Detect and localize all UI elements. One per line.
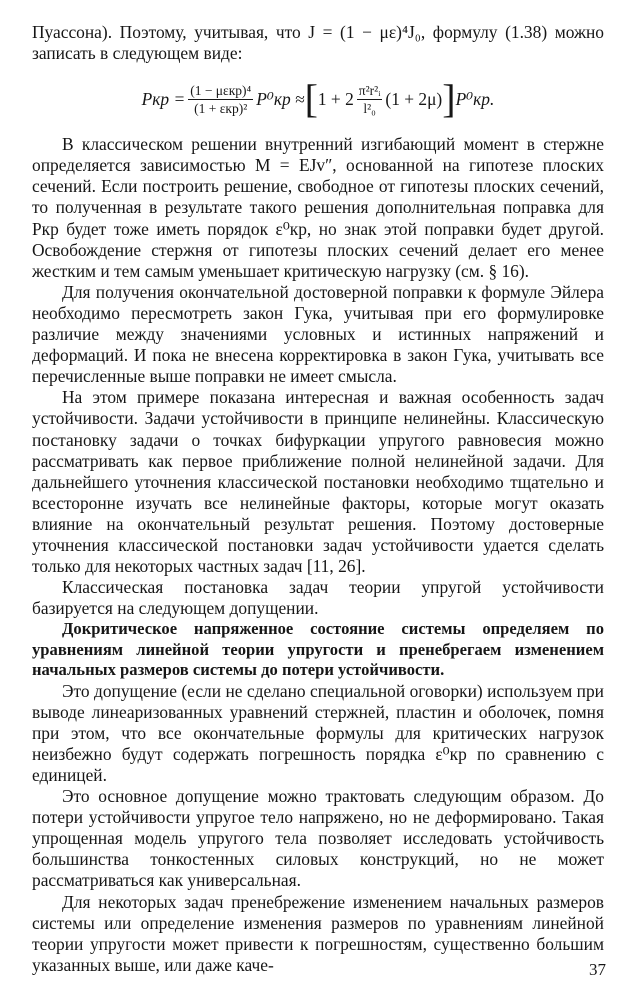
paragraph-assumption-bold: Докритическое напряженное состояние системы определяем по уравнениям линейной теории упругости и пренебрегаем изменением начальных размеров системы до потери устойчивости. <box>32 619 604 680</box>
formula-one-plus-two: 1 + 2 <box>317 88 354 109</box>
formula-fraction-denominator: (1 + εкр)² <box>194 100 248 116</box>
formula-rhs: P⁰кр. <box>455 88 495 109</box>
paragraph-classical-solution: В классическом решении внутренний изгибающий момент в стержне определяется зависимостью M = EJv″, основанной на гипотезе плоских сечений. Если построить решение, свободное от гипотезы плоских сечений, то полученная в результате такого решения дополнительная поправка для Pкр будет тоже иметь порядок ε⁰кр, но знак этой поправки будет другой. Освобождение стержня от гипотезы плоских сечений делает его менее жестким и тем самым уменьшает критическую нагрузку (см. § 16). <box>32 134 604 281</box>
formula-inner-numerator: π²r²ᵢ <box>358 82 381 98</box>
paragraph-assumption-usage: Это допущение (если не сделано специальной оговорки) используем при выводе линеаризованных уравнений стержней, пластин и оболочек, помня при этом, что все окончательные формулы для критических нагрузок неизбежно будут содержать погрешность порядка ε⁰кр по сравнению с единицей. <box>32 680 604 785</box>
paragraph-intro: Пуассона). Поэтому, учитывая, что J = (1 − με)⁴J₀, формулу (1.38) можно записать в следующем виде: <box>32 22 604 64</box>
formula-middle: P⁰кр ≈ <box>256 88 305 109</box>
page-number: 37 <box>589 960 606 979</box>
paragraph-neglect-dimensions: Для некоторых задач пренебрежение изменением начальных размеров системы или определение изменения размеров по уравнениям линейной теории упругости может привести к погрешностям, существенно большим указанных выше, или даже каче- <box>32 891 604 975</box>
formula-bracket-close: ] <box>442 76 456 122</box>
formula-lhs: Pкр = <box>141 88 186 109</box>
formula-factor: (1 + 2μ) <box>385 88 443 109</box>
paragraph-hooke-law: Для получения окончательной достоверной поправки к формуле Эйлера необходимо пересмотреть закон Гука, учитывая при его формулировке различие между значениями условных и истинных напряжений и деформаций. И пока не внесена корректировка в закон Гука, учитывать все перечисленные выше поправки не имеет смысла. <box>32 281 604 387</box>
formula-critical-load <box>32 64 604 134</box>
formula-inner-fraction <box>357 82 383 117</box>
page-body <box>32 22 604 976</box>
formula-inner-denominator: l²₀ <box>363 100 376 116</box>
paragraph-assumption-interpretation: Это основное допущение можно трактовать следующим образом. До потери устойчивости упругое тело напряжено, но не деформировано. Такая упрощенная модель упругого тела позволяет исследовать устойчивость большинства тонкостенных силовых конструкций, но не может рассматриваться как универсальная. <box>32 786 604 891</box>
paragraph-assumption-intro: Классическая постановка задач теории упругой устойчивости базируется на следующем допущении. <box>32 577 604 619</box>
formula-fraction <box>188 82 253 117</box>
formula-fraction-numerator: (1 − μεкр)⁴ <box>190 82 252 98</box>
paragraph-stability-feature: На этом примере показана интересная и важная особенность задач устойчивости. Задачи устойчивости в принципе нелинейны. Классическую постановку задачи о точках бифуркации упругого равновесия можно рассматривать как первое приближение полной нелинейной задачи. Для дальнейшего уточнения классической постановки необходимо тщательно и всесторонне изучать все нелинейные факторы, которые могут оказать влияние на окончательный результат решения. Поэтому достоверные уточнения классической постановки задач устойчивости удается сделать только для некоторых частных задач [11, 26]. <box>32 387 604 577</box>
formula-bracket-open: [ <box>304 76 318 122</box>
